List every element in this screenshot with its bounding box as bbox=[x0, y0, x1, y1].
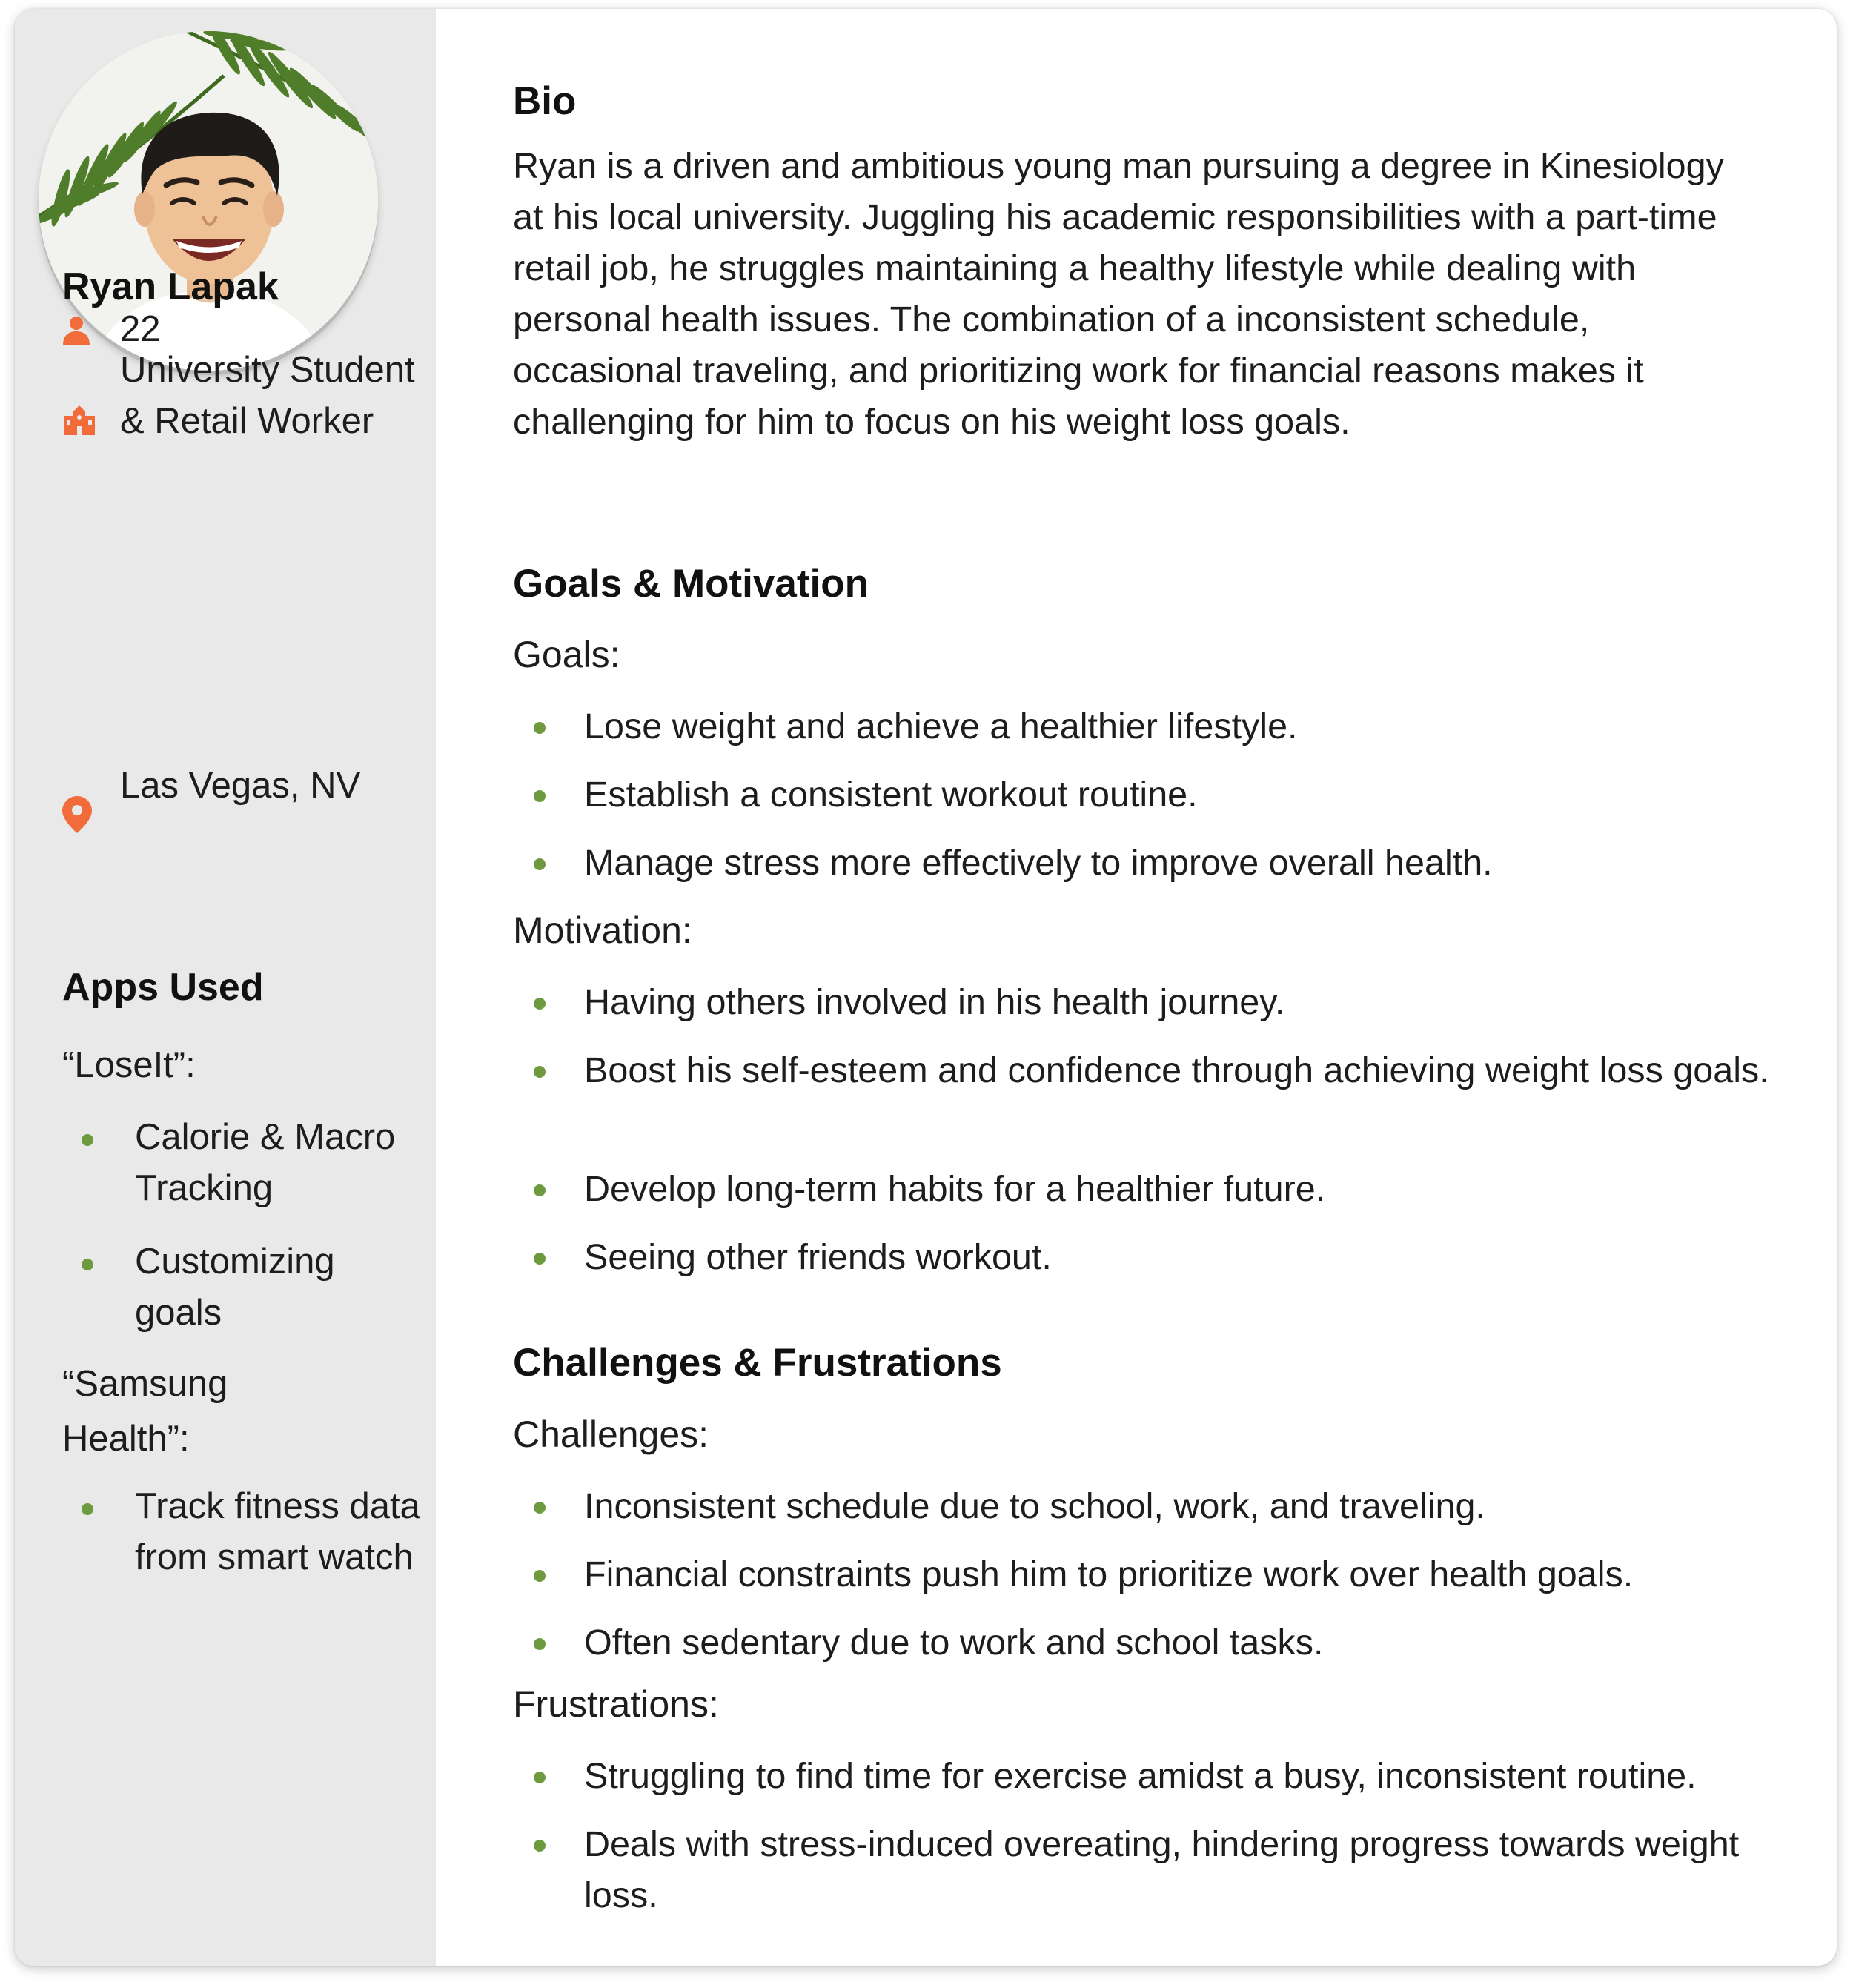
persona-name: Ryan Lapak bbox=[62, 265, 279, 308]
bullet-dot bbox=[534, 1066, 546, 1078]
bullet-dot bbox=[534, 1840, 546, 1852]
apps-used-heading: Apps Used bbox=[62, 966, 264, 1009]
list-item-text: Seeing other friends workout. bbox=[584, 1237, 1052, 1277]
list-item-text: Customizing goals bbox=[135, 1242, 335, 1333]
list-item-text: Deals with stress-induced overeating, hindering progress towards weight loss. bbox=[584, 1824, 1740, 1915]
list-item-text: Boost his self-esteem and confidence through achieving weight loss goals. bbox=[584, 1050, 1769, 1090]
list-item-text: Often sedentary due to work and school tasks. bbox=[584, 1623, 1324, 1663]
list-item bbox=[82, 1236, 430, 1340]
bullet-dot bbox=[534, 998, 546, 1010]
bullet-dot bbox=[534, 722, 546, 734]
person-icon bbox=[62, 316, 90, 345]
list-item-text: Establish a consistent workout routine. bbox=[584, 775, 1198, 815]
bio-heading: Bio bbox=[513, 79, 577, 123]
bullet-dot bbox=[82, 1134, 93, 1146]
building-icon bbox=[62, 402, 96, 435]
bullet-dot bbox=[534, 1570, 546, 1582]
bullet-dot bbox=[534, 790, 546, 802]
bullet-dot bbox=[534, 1184, 546, 1196]
list-item bbox=[82, 1481, 430, 1637]
list-item-text: Develop long-term habits for a healthier future. bbox=[584, 1169, 1326, 1209]
location-row bbox=[62, 761, 418, 864]
list-item-text: Financial constraints push him to prioritize work over health goals. bbox=[584, 1554, 1634, 1594]
persona-sidebar bbox=[15, 9, 436, 1966]
bullet-dot bbox=[534, 1772, 546, 1783]
bullet-dot bbox=[534, 858, 546, 870]
bullet-dot bbox=[534, 1253, 546, 1265]
location-value: Las Vegas, NV bbox=[120, 766, 361, 806]
persona-card bbox=[15, 9, 1837, 1966]
bio-text: Ryan is a driven and ambitious young man pursuing a degree in Kinesiology at his local university. Juggling his academic responsibilities with a part-time retail job, he struggles maintaining a healthy lifestyle while dealing with personal health issues. The combination of a inconsistent schedule, occasional traveling, and prioritizing work for financial reasons makes it challenging for him to focus on his weight loss goals. bbox=[513, 146, 1724, 442]
bullet-dot bbox=[82, 1503, 93, 1515]
occupation-row bbox=[62, 345, 418, 500]
bullet-dot bbox=[534, 1638, 546, 1650]
occupation-value: University Student & Retail Worker bbox=[120, 350, 415, 441]
list-item-text: Track fitness data from smart watch bbox=[135, 1486, 420, 1577]
list-item-text: Having others involved in his health journey. bbox=[584, 982, 1285, 1022]
frustrations-label: Frustrations: bbox=[513, 1683, 719, 1725]
app-loseit-label: “LoseIt”: bbox=[62, 1045, 196, 1085]
bullet-dot bbox=[534, 1502, 546, 1514]
challenges-label: Challenges: bbox=[513, 1414, 709, 1455]
list-item-text: Calorie & Macro Tracking bbox=[135, 1117, 396, 1208]
age-value: 22 bbox=[120, 309, 161, 349]
app-samsung-label: “Samsung Health”: bbox=[62, 1364, 228, 1459]
challenges-heading: Challenges & Frustrations bbox=[513, 1341, 1002, 1385]
goals-heading: Goals & Motivation bbox=[513, 562, 869, 606]
bullet-dot bbox=[82, 1259, 93, 1270]
list-item-text: Inconsistent schedule due to school, work, and traveling. bbox=[584, 1486, 1485, 1526]
goals-label: Goals: bbox=[513, 634, 620, 675]
map-pin-icon bbox=[62, 796, 92, 833]
list-item bbox=[82, 1112, 430, 1216]
list-item-text: Struggling to find time for exercise amidst a busy, inconsistent routine. bbox=[584, 1756, 1697, 1796]
list-item-text: Manage stress more effectively to improve overall health. bbox=[584, 843, 1493, 883]
motivation-label: Motivation: bbox=[513, 909, 692, 951]
list-item-text: Lose weight and achieve a healthier lifestyle. bbox=[584, 706, 1298, 746]
